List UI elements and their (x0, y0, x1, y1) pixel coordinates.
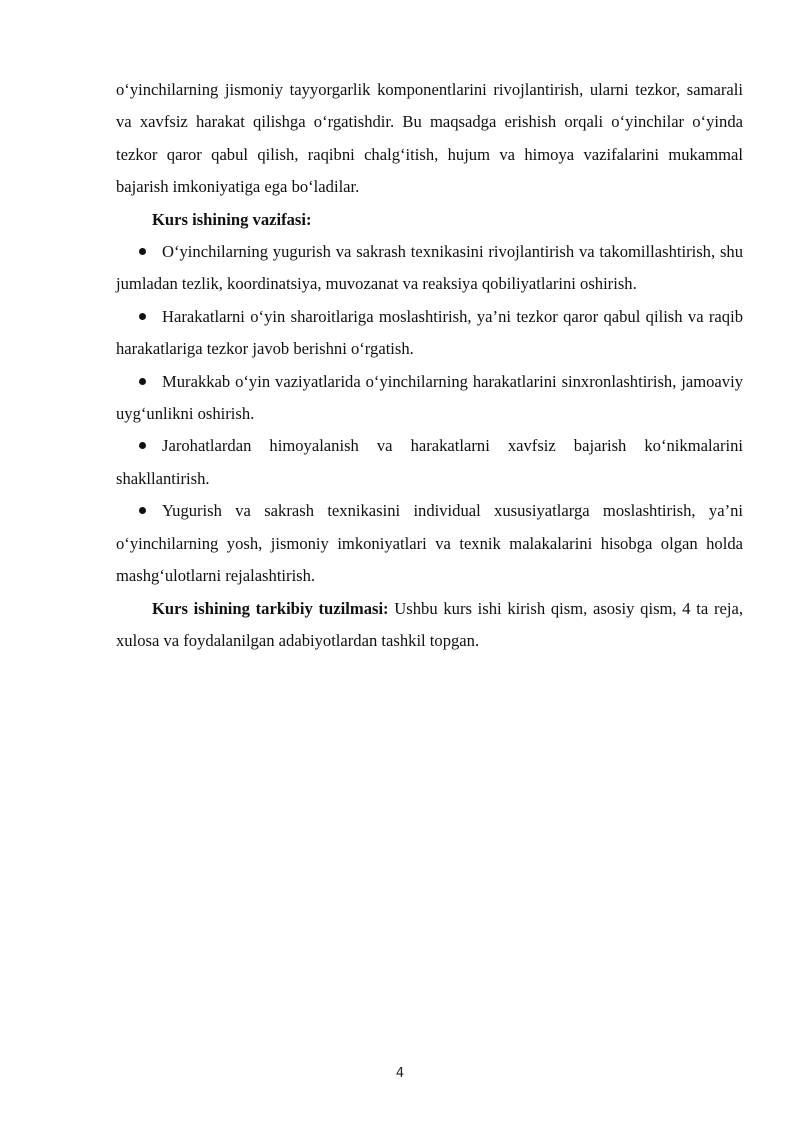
structure-paragraph (116, 593, 743, 658)
structure-heading: Kurs ishining tarkibiy tuzilmasi: (152, 598, 389, 618)
bullet-icon (139, 248, 146, 255)
list-item (116, 301, 743, 366)
list-item-text: Murakkab o‘yin vaziyatlarida o‘yinchilarning harakatlarini sinxronlashtirish, jamoaviy uyg‘unlikni oshirish. (116, 371, 743, 424)
intro-paragraph: o‘yinchilarning jismoniy tayyorgarlik komponentlarini rivojlantirish, ularni tezkor, samarali va xavfsiz harakat qilishga o‘rgatishdir. Bu maqsadga erishish orqali o‘yinchilar o‘yinda tezkor qaror qabul qilish, raqibni chalg‘itish, hujum va himoya vazifalarini mukammal bajarish imkoniyatiga ega bo‘ladilar. (116, 80, 743, 197)
page-number: 4 (395, 1066, 405, 1081)
list-item (116, 236, 743, 301)
structure-text: Ushbu kurs ishi kirish qism, asosiy qism, 4 ta reja, xulosa va foydalanilgan adabiyotlardan tashkil topgan. (116, 598, 743, 650)
tasks-heading: Kurs ishining vazifasi: (152, 209, 312, 229)
tasks-list (116, 236, 743, 592)
bullet-icon (139, 378, 146, 385)
list-item (116, 430, 743, 495)
bullet-icon (139, 313, 146, 320)
list-item-text: Yugurish va sakrash texnikasini individual xususiyatlarga moslashtirish, ya’ni o‘yinchilarning yosh, jismoniy imkoniyatlari va texnik malakalarini hisobga olgan holda mashg‘ulotlarni rejalashtirish. (116, 501, 743, 586)
bullet-icon (139, 442, 146, 449)
list-item-text: Harakatlarni o‘yin sharoitlariga moslashtirish, ya’ni tezkor qaror qabul qilish va raqib harakatlariga tezkor javob berishni o‘rgatish. (116, 306, 743, 359)
bullet-icon (139, 507, 146, 514)
page-content (116, 74, 743, 657)
tasks-heading-line (116, 204, 743, 236)
list-item (116, 495, 743, 592)
list-item (116, 366, 743, 431)
list-item-text: Jarohatlardan himoyalanish va harakatlarni xavfsiz bajarish ko‘nikmalarini shakllantirish. (116, 436, 743, 488)
list-item-text: O‘yinchilarning yugurish va sakrash texnikasini rivojlantirish va takomillashtirish, shu jumladan tezlik, koordinatsiya, muvozanat va reaksiya qobiliyatlarini oshirish. (116, 242, 743, 294)
